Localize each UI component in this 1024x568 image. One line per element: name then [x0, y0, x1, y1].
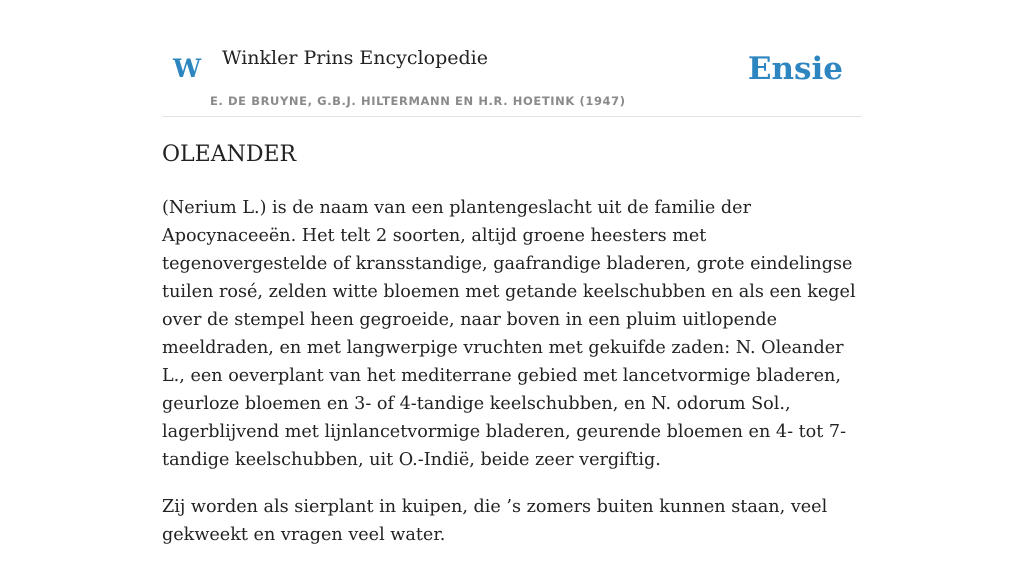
article-paragraph: (Nerium L.) is de naam van een plantengeslacht uit de familie der Apocynaceeën. Het telt 2 soorten, altijd groene heesters met tegenovergestelde of kransstandige, gaafrandige bladeren, grote eindelingse tuilen rosé, zelden witte bloemen met getande keelschubben en als een kegel over de stempel heen gegroeide, naar boven in een pluim uitlopende meeldraden, en met langwerpige vruchten met gekuifde zaden: N. Oleander L., een oeverplant van het mediterrane gebied met lancetvormige bladeren, geurloze bloemen en 3- of 4-tandige keelschubben, en N. odorum Sol., lagerblijvend met lijnlancetvormige bladeren, geurende bloemen en 4- tot 7-tandige keelschubben, uit O.-Indië, beide zeer vergiftig.	[162, 198, 856, 470]
entry-title: OLEANDER	[162, 142, 297, 167]
source-header	[162, 0, 862, 117]
source-title[interactable]: Winkler Prins Encyclopedie	[222, 47, 488, 69]
ensie-logo-link[interactable]: Ensie	[747, 51, 843, 87]
article	[162, 138, 862, 568]
source-authors: E. DE BRUYNE, G.B.J. HILTERMANN EN H.R. HOETINK (1947)	[210, 94, 626, 108]
source-logo[interactable]: W	[173, 54, 202, 83]
article-paragraph: Zij worden als sierplant in kuipen, die ’s zomers buiten kunnen staan, veel gekweekt en vragen veel water.	[162, 497, 828, 545]
